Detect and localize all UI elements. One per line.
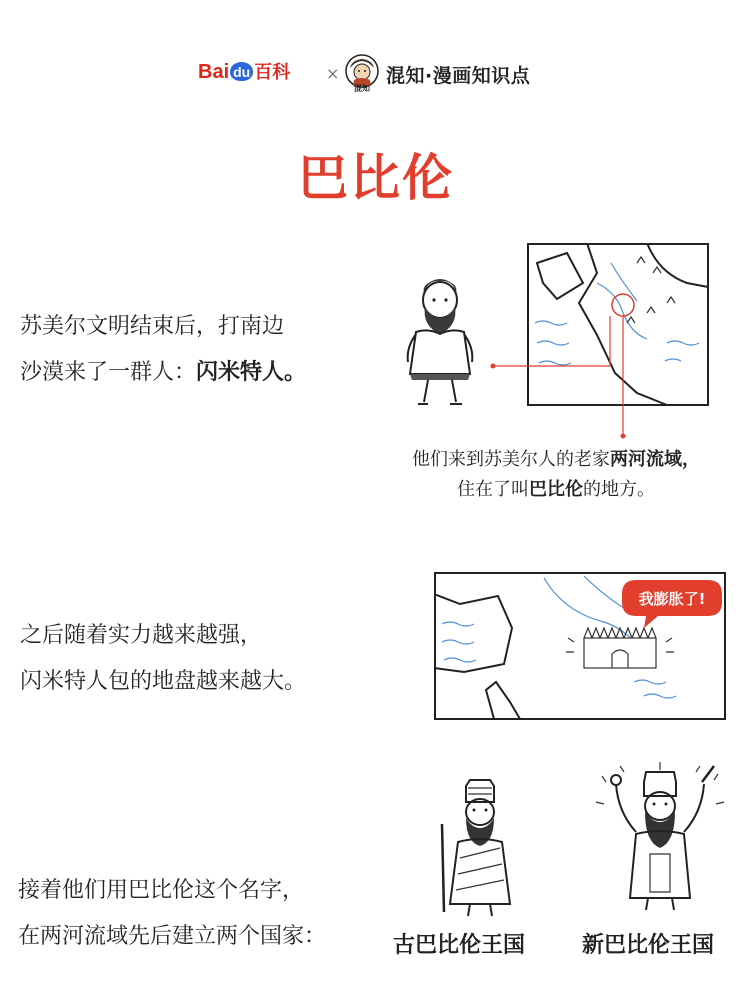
section1-text [20,304,306,396]
hunzhi-brand: 混知·漫画知识点 [386,65,531,87]
caption-line1 [360,445,752,475]
section1-line2 [20,350,306,396]
avatar-label: 混知 [354,84,370,92]
caption-line1-bold: 两河流域， [610,449,700,470]
section1-line2-plain: 沙漠来了一群人： [20,360,197,385]
old-babylon-label: 古巴比伦王国 [393,933,526,958]
hunzhi-avatar-icon [345,54,379,92]
section2-line2: 闪米特人包的地盘越来越大。 [20,669,307,694]
pointer-lines [488,300,628,445]
baidu-logo-baike: 百科 [254,62,291,83]
new-babylon-king-illustration [590,762,730,912]
page-title: 巴比伦 [298,149,454,207]
section1-caption [360,445,752,505]
speech-bubble [618,578,726,630]
section3-line2: 在两河流域先后建立两个国家： [18,924,327,949]
cross-symbol: × [326,64,340,83]
section2-text [20,613,306,705]
semite-man-illustration [398,278,482,408]
baidu-logo-bai: Bai [198,61,230,83]
section1-line1: 苏美尔文明结束后，打南边 [20,314,285,339]
section1-line2-bold: 闪米特人。 [196,360,307,385]
caption-line1-plain: 他们来到苏美尔人的老家 [412,449,610,470]
section3-text [18,868,326,960]
bubble-text: 我膨胀了! [638,590,706,608]
section3-line1: 接着他们用巴比伦这个名字， [18,878,305,903]
caption-line2-a: 住在了叫 [457,479,529,500]
baidu-paw-icon: du [230,62,253,81]
caption-line2-b: 的地方。 [583,479,655,500]
baidu-logo [198,58,290,84]
caption-line2-bold: 巴比伦 [529,479,583,500]
old-babylon-king-illustration [430,778,530,918]
caption-line2 [360,475,752,505]
section2-line1: 之后随着实力越来越强， [20,623,263,648]
new-babylon-label: 新巴比伦王国 [582,933,715,958]
